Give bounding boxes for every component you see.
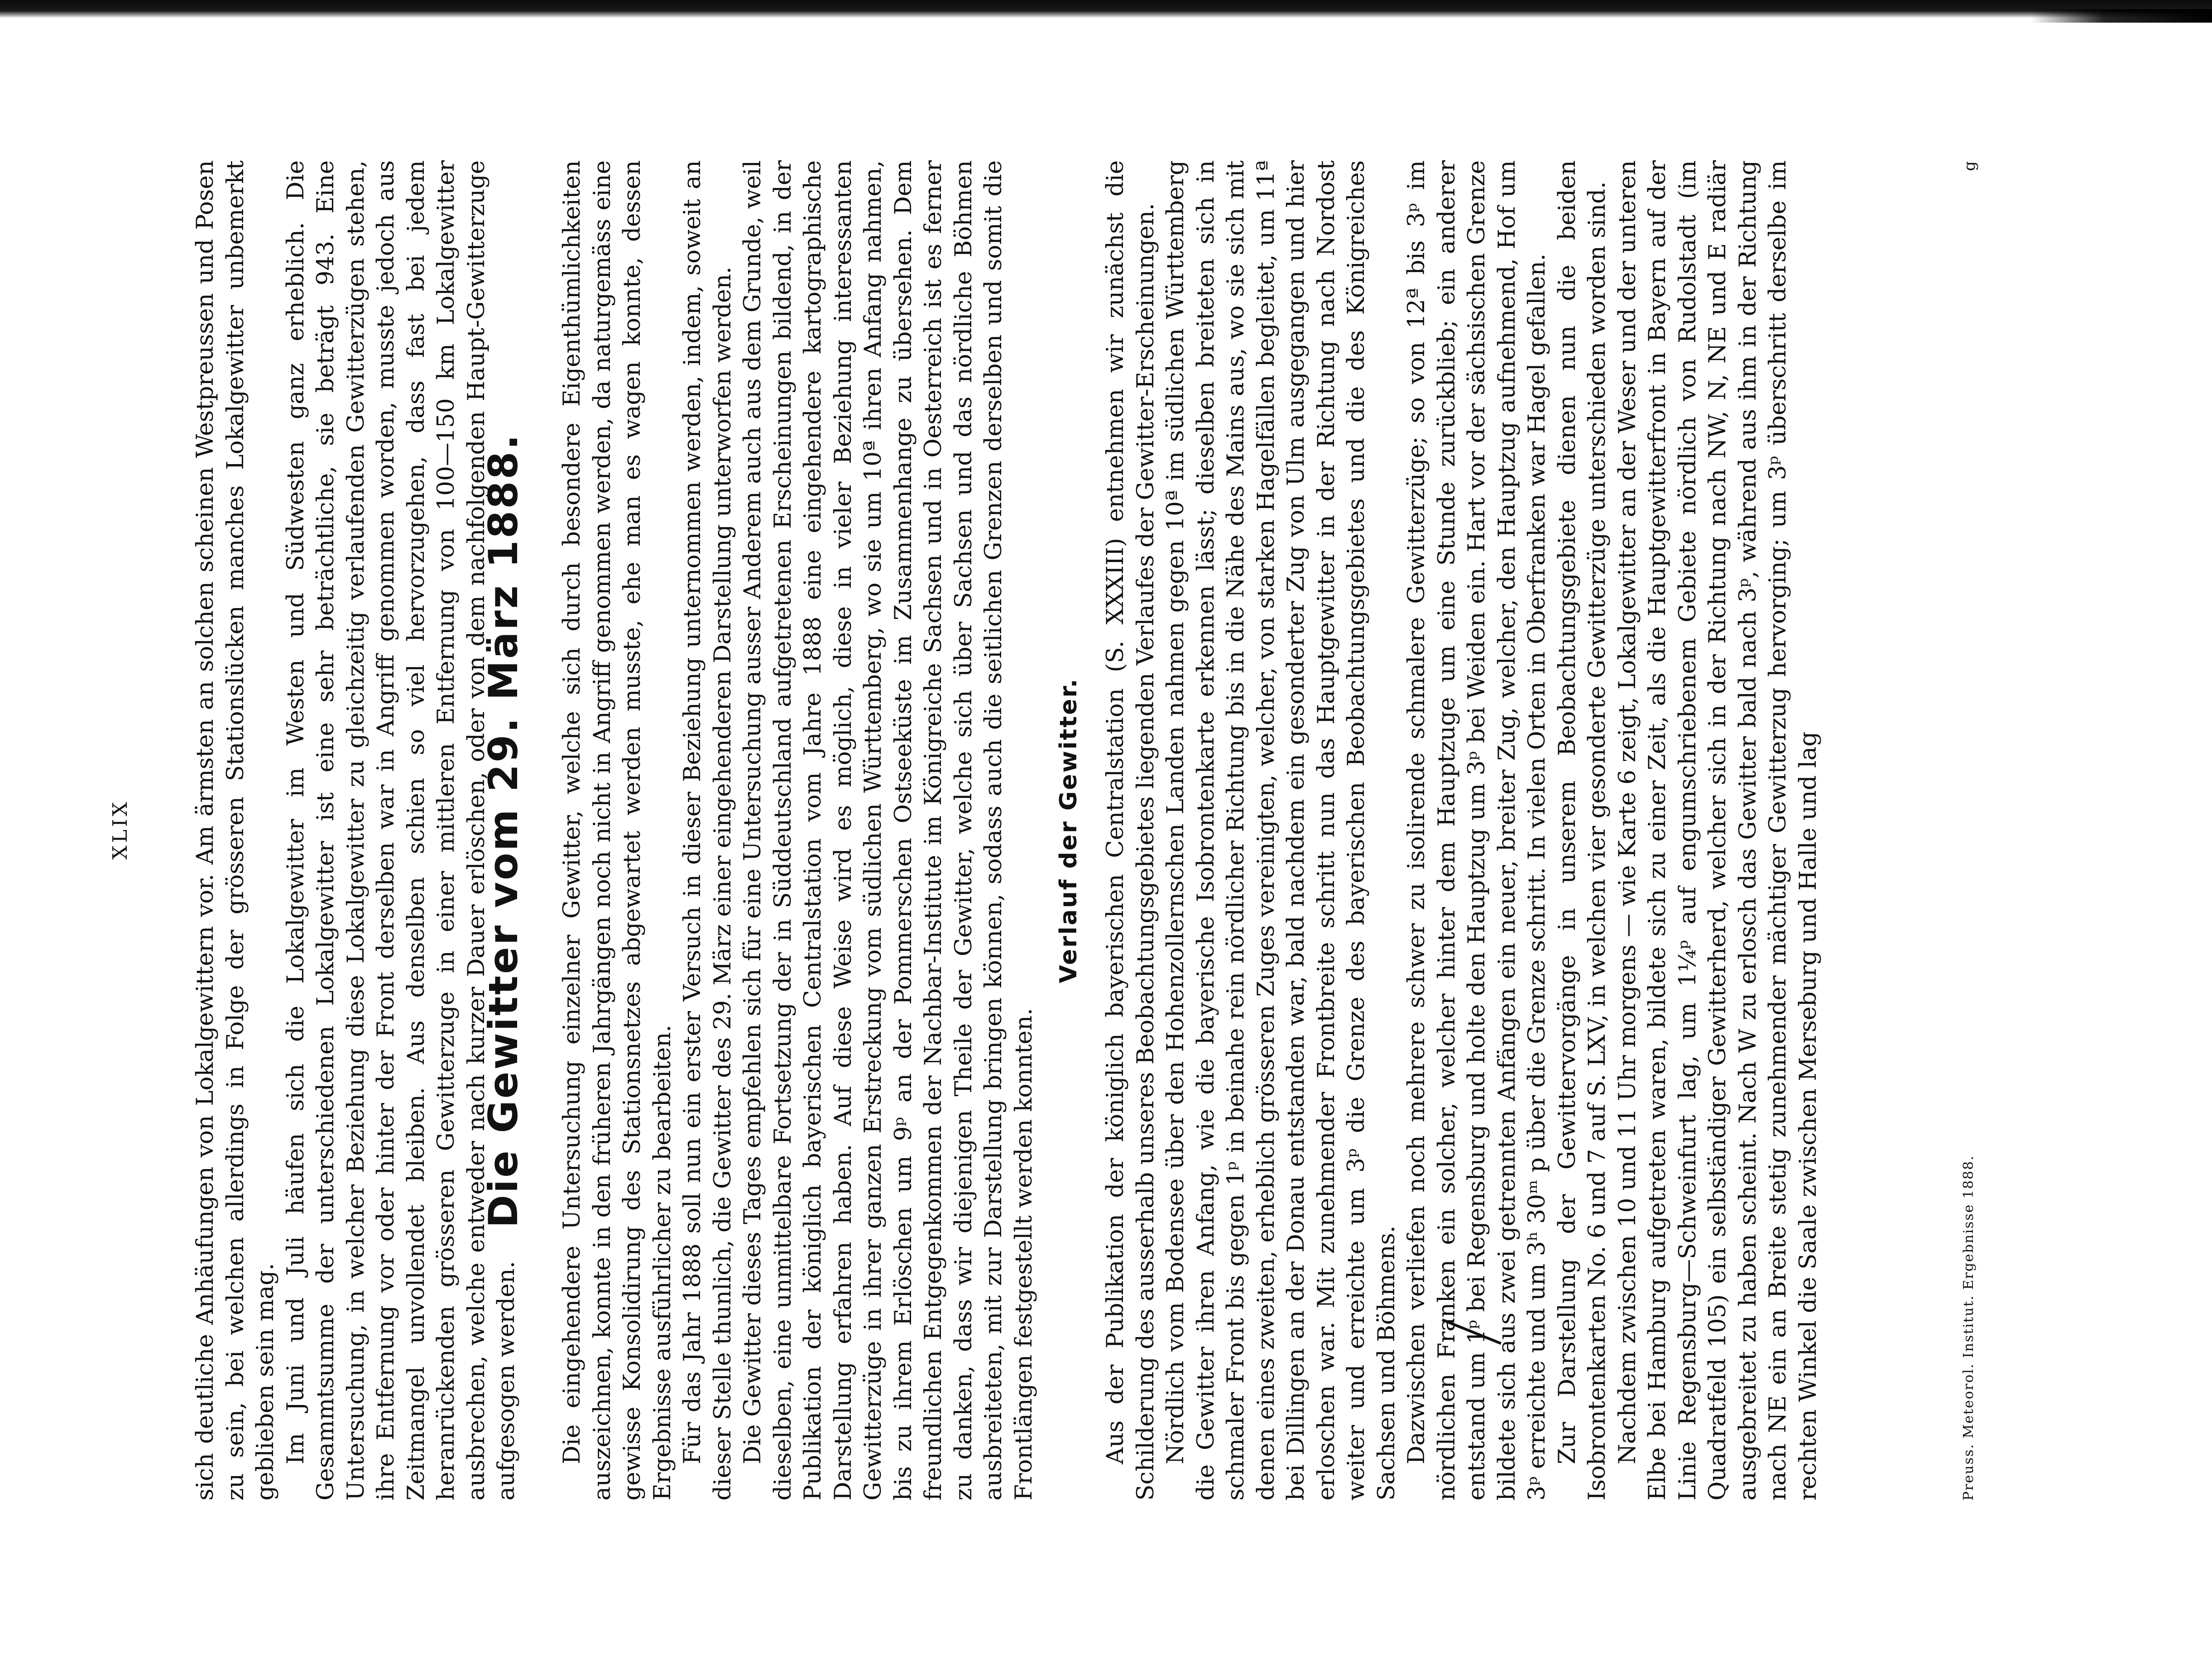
intro-text: [190, 160, 522, 1501]
paragraph: sich deutliche Anhäufungen von Lokalgewittern vor. Am ärmsten an solchen scheinen Westpreussen und Posen zu sein, bei welchen allerdings in Folge der grösseren Stationslücken manches Lokalgewitter unbemerkt geblieben sein mag.: [192, 160, 279, 1501]
paragraph: Die Gewitter dieses Tages empfehlen sich für eine Untersuchung ausser Anderem auch aus dem Grunde, weil dieselben, eine unmittelbare Fortsetzung der in Süddeutschland aufgetretenen Erscheinungen bildend, in der Publikation der königlich bayerischen Centralstation vom Jahre 1888 eine eingehendere kartographische Darstellung erfahren haben. Auf diese Weise wird es möglich, diese in vieler Beziehung interessanten Gewitterzüge in ihrer ganzen Erstreckung vom südlichen Württemberg, wo sie um 10ª ihren Anfang nahmen, bis zu ihrem Erlöschen um 9ᵖ an der Pommerschen Ostseeküste im Zusammenhange zu übersehen. Dem freundlichen Entgegenkommen der Nachbar-Institute im Königreiche Sachsen und in Oesterreich ist es ferner zu danken, dass wir diejenigen Theile der Gewitter, welche sich über Sachsen und das nördliche Böhmen ausbreiteten, mit zur Darstellung bringen können, sodass auch die seitlichen Grenzen derselben und somit die Frontlängen festgestellt werden konnten.: [739, 160, 1037, 1501]
paragraph: Nördlich vom Bodensee über den Hohenzollernschen Landen nahmen gegen 10ª im südlichen Württemberg die Gewitter ihren Anfang, wie die bayerische Isobrontenkarte erkennen lässt; dieselben breiteten sich in schmaler Front bis gegen 1ᵖ in beinahe rein nördlicher Richtung bis in die Nähe des Mains aus, wo sie sich mit denen eines zweiten, erheblich grösseren Zuges vereinigten, welcher, von starken Hagelfällen begleitet, um 11ª bei Dillingen an der Donau entstanden war, bald nachdem ein gesonderter Zug von Ulm ausgegangen und hier erloschen war. Mit zunehmender Frontbreite schritt nun das Hauptgewitter in der Richtung nach Nordost weiter und erreichte um 3ᵖ die Grenze des bayerischen Beobachtungsgebietes und die des Königreiches Sachsen und Böhmens.: [1162, 160, 1400, 1501]
paragraph: Im Juni und Juli häufen sich die Lokalgewitter im Westen und Südwesten ganz erheblich. Die Gesammtsumme der unterschiedenen Lokalgewitter ist eine sehr beträchtliche, sie beträgt 943. Eine Untersuchung, in welcher Beziehung diese Lokalgewitter zu gleichzeitig verlaufenden Gewitterzügen stehen, ihre Entfernung vor oder hinter der Front derselben war in Angriff genommen worden, musste jedoch aus Zeitmangel unvollendet bleiben. Aus denselben schien so viel hervorzugehen, dass fast bei jedem heranrückenden grösseren Gewitterzuge in einer mittleren Entfernung von 100—150 km Lokalgewitter ausbrechen, welche entweder nach kurzer Dauer erlöschen, oder von dem nachfolgenden Haupt-Gewitterzuge aufgesogen werden.: [282, 160, 520, 1501]
section-intro-text: [557, 160, 1039, 1501]
paragraph: Für das Jahr 1888 soll nun ein erster Versuch in dieser Beziehung unternommen werden, indem, soweit an dieser Stelle thunlich, die Gewitter des 29. März einer eingehenderen Darstellung unterworfen werden.: [679, 160, 736, 1501]
paragraph: Dazwischen verliefen noch mehrere schwer zu isolirende schmalere Gewitterzüge; so von 12ª bis 3ᵖ im nördlichen Franken ein solcher, welcher hinter dem Hauptzuge um eine Stunde zurückblieb; ein anderer entstand um 1ᵖ bei Regensburg und holte den Hauptzug um 3ᵖ bei Weiden ein. Hart vor der sächsischen Grenze bildete sich aus zwei getrennten Anfängen ein neuer, breiter Zug, welcher, den Hauptzug aufnehmend, Hof um 3ᵖ erreichte und um 3ʰ 30ᵐ p über die Grenze schritt. In vielen Orten in Oberfranken war Hagel gefallen.: [1403, 160, 1550, 1501]
paragraph: Nachdem zwischen 10 und 11 Uhr morgens — wie Karte 6 zeigt, Lokalgewitter an der Weser und der unteren Elbe bei Hamburg aufgetreten waren, bildete sich zu einer Zeit, als die Hauptgewitterfront in Bayern auf der Linie Regensburg—Schweinfurt lag, um 1¼ᵖ auf engumschriebenem Gebiete nördlich von Rudolstadt (im Quadratfeld 105) ein selbständiger Gewitterherd, welcher sich in der Richtung nach NW, N, NE und E radiär ausgebreitet zu haben scheint. Nach W zu erlosch das Gewitter bald nach 3ᵖ, während aus ihm in der Richtung nach NE ein an Breite stetig zunehmender mächtiger Gewitterzug hervorging; um 3ᵖ überschritt derselbe im rechten Winkel die Saale zwischen Merseburg und Halle und lag: [1613, 160, 1822, 1501]
section-heading: Verlauf der Gewitter.: [1055, 677, 1082, 983]
page-number: XLIX: [109, 799, 132, 860]
page-footer: [1961, 160, 1977, 1501]
page-title: Die Gewitter vom 29. März 1888.: [480, 433, 527, 1228]
paragraph: Zur Darstellung der Gewittervorgänge in unserem Beobachtungsgebiete dienen nun die beiden Isobrontenkarten No. 6 und 7 auf S. LXV, in welchen vier gesonderte Gewitterzüge unterschieden worden sind.: [1553, 160, 1611, 1501]
signature-mark: g: [1961, 160, 1979, 171]
section-body-text: [1100, 160, 1823, 1501]
paragraph: Die eingehendere Untersuchung einzelner Gewitter, welche sich durch besondere Eigenthümlichkeiten auszeichnen, konnte in den früheren Jahrgängen noch nicht in Angriff genommen werden, da naturgemäss eine gewisse Konsolidirung des Stationsnetzes abgewartet werden musste, ehe man es wagen konnte, dessen Ergebnisse ausführlicher zu bearbeiten.: [558, 160, 676, 1501]
footer-source: Preuss. Meteorol. Institut. Ergebnisse 1888.: [1961, 1155, 1977, 1501]
paragraph: Aus der Publikation der königlich bayerischen Centralstation (S. XXXIII) entnehmen wir zunächst die Schilderung des ausserhalb unseres Beobachtungsgebietes liegenden Verlaufes der Gewitter-Erscheinungen.: [1102, 160, 1159, 1501]
